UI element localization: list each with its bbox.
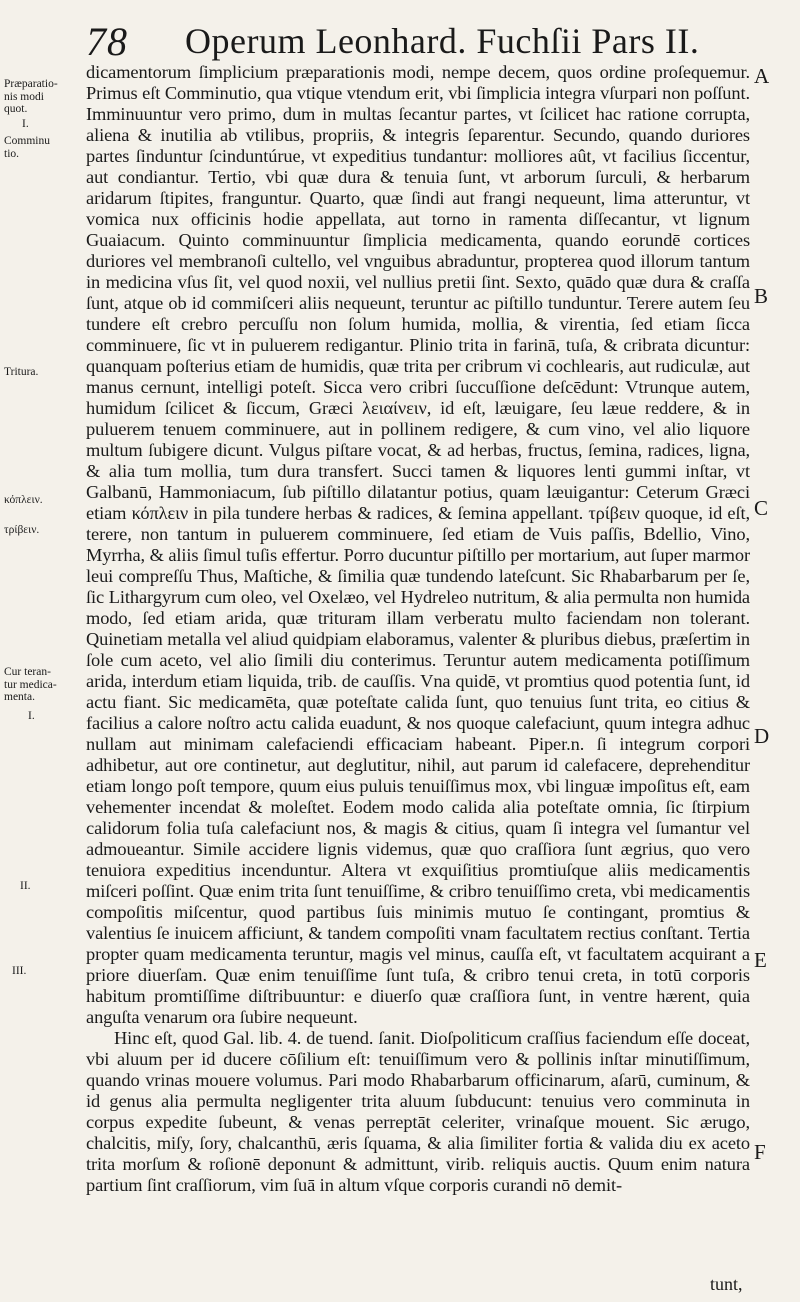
- margin-note-preparationis: Præparatio- nis modi quot.: [4, 78, 58, 115]
- section-letter-F: F: [754, 1140, 766, 1164]
- margin-note-tribein: τρίβειν.: [4, 524, 40, 536]
- margin-numeral-III: III.: [12, 965, 27, 977]
- page-header: [0, 14, 800, 64]
- running-head: Operum Leonhard. Fuchſii Pars II.: [185, 21, 700, 61]
- section-letter-D: D: [754, 724, 770, 748]
- section-letter-A: A: [754, 64, 770, 88]
- margin-numeral-II: II.: [20, 880, 31, 892]
- page-number: 78: [86, 19, 128, 64]
- margin-note-cur-terantur: Cur teran- tur medica- menta.: [4, 666, 57, 703]
- margin-numeral-I: I.: [28, 710, 35, 722]
- margin-note-comminutio: Comminu tio.: [4, 135, 51, 160]
- section-letter-B: B: [754, 284, 769, 308]
- catchword: tunt,: [710, 1274, 743, 1294]
- margin-numeral-I: I.: [22, 118, 29, 130]
- margin-note-kopsein: κόπλειν.: [4, 494, 43, 506]
- paragraph: dicamentorum ſimplicium præparationis modi, nempe decem, quos ordine proſequemur. Primus eſt Comminutio, qua vtique vtendum erit, vbi ſimplicia integra vſurpari non poſſunt. Imminuuntur vero primo, dum in multas ſecantur partes, vt ſcilicet hac ratione corrupta, aliena & inutilia ab vtilibus, propriis, & integris ſeparentur. Secundo, quando duriores partes ſinduntur ſcinduntúrue, vt expeditius tundantur: molliores aût, vt facilius ſiccentur, aut condiantur. Tertio, vbi quæ dura & tenuia ſunt, vt arborum ſurculi, & herbarum aridarum ſtipites, franguntur. Quarto, quæ ſindi aut frangi nequeunt, lima atteruntur, vt vomica nux officinis hodie appellata, aut torno in ramenta diſſecantur, vt lignum Guaiacum. Quinto comminuuntur ſimplicia medicamenta, quando eorundē cortices duriores vel membranoſi cultello, vel vnguibus abraduntur, propterea quod illorum tantum in medicina vſus ſit, vel quod noxii, vel nullius pretii ſint. Sexto, quādo quæ dura & craſſa ſunt, atque ob id commiſceri aliis nequeunt, teruntur ac piſtillo tunduntur. Terere autem ſeu tundere eſt crebro percuſſu non ſolum humida, mollia, & virentia, ſed etiam ſicca comminuere, ſic vt in puluerem redigantur. Plinio trita in farinā, tuſa, & cribrata dicuntur: quanquam poſterius etiam de humidis, quæ trita per cribrum vi cochlearis, aut rudiculæ, aut manus cernunt, intelligi poteſt. Sicca vero cribri ſuccuſſione deſcēdunt: Vtrunque autem, humidum ſcilicet & ſiccum, Græci λειαίνειν, id eſt, læuigare, ſeu læue reddere, & in puluerem tenuem comminuere, aut in pollinem redigere, & cum vino, vel alio liquore multum ſubigere dicunt. Vulgus piſtare vocat, & ad herbas, fructus, ſemina, radices, ligna, & alia tum mollia, tum dura transfert. Succi tamen & liquores lenti gummi inſtar, vt Galbanū, Hammoniacum, ſub piſtillo dilatantur potius, quam læuigantur: Ceterum Græci etiam κόπλειν in pila tundere herbas & radices, & ſemina appellant. τρίβειν quoque, id eſt, terere, non tantum in puluerem comminuere, ſed etiam de Vuis paſſis, Bdellio, Vino, Myrrha, & aliis ſimul tuſis effertur. Porro ducuntur piſtillo per mortarium, aut ſuper marmor leui compreſſu Thus, Maſtiche, & ſimilia quæ tundendo lateſcunt. Sic Rhabarbarum per ſe, ſic Lithargyrum cum oleo, vel Oxelæo, vel Hydreleo nutritum, & alia permulta non humida modo, ſed etiam arida, quæ trituram illam verberatu multo faciendam non tolerant. Quinetiam metalla vel aliud quidpiam elaboramus, valenter & pluribus diebus, præſertim in ſole cum aceto, vel alio ſimili diu conterimus. Teruntur autem medicamenta potiſſimum arida, interdum etiam liquida, trib. de cauſſis. Vna quidē, vt promtius quod potentia ſunt, id actu fiant. Sic medicamēta, quæ poteſtate calida ſunt, quo tenuius ſunt trita, eo citius & facilius a calore noſtro actu calida euadunt, & nos quoque calefaciunt, quum integra adhuc nullam aut minimam calefaciendi efficaciam habeant. Piper.n. ſi integrum corpori adhibetur, aut ore continetur, aut deglutitur, nihil, aut parum id calefacere, deprehenditur etiam longo poſt tempore, quum eius puluis tenuiſſimus mox, vbi linguæ impoſitus eſt, eam vehementer incendat & moleſtet. Eodem modo calida alia poteſtate omnia, ſic ſtirpium calidorum folia tuſa calefaciunt nos, & magis & citius, quam ſi integra vel ſumantur vel admoueantur. Simile accidere lignis videmus, quæ quo craſſiora ſunt ægrius, quo vero tenuiora expeditius incenduntur. Altera vt exquiſitius promtiuſque aliis medicamentis miſceri poſſint. Quæ enim trita ſunt tenuiſſime, & cribro tenuiſſimo creta, vbi medicamentis compoſitis miſcentur, quod partibus ſuis minimis mutuo ſe contingant, promtius & valentius ſe inuicem afficiunt, & tandem compoſiti vnam facultatem rectius conſtant. Tertia propter quam medicamenta teruntur, magis vel minus, cauſſa eſt, vt facultatem acquirant a priore diuerſam. Quæ enim tenuiſſime ſunt tuſa, & cribro tenui creta, in totū corporis habitum promtiſſime diſtribuuntur: e diuerſo quæ craſſiora ſunt, in ventre hærent, quia anguſta venarum ora ſubire nequeunt.: [86, 62, 750, 1027]
- section-letter-E: E: [754, 948, 767, 972]
- margin-note-tritura: Tritura.: [4, 366, 39, 378]
- paragraph: Hinc eſt, quod Gal. lib. 4. de tuend. ſanit. Dioſpoliticum craſſius faciendum eſſe doceat, vbi aluum per id ducere cōſilium eſt: tenuiſſimum vero & pollinis inſtar minutiſſimum, quando vrinas mouere volumus. Pari modo Rhabarbarum officinarum, aſarū, cuminum, & id genus alia permulta negligenter trita aluum ſubducunt: tenuius vero comminuta in corpus expedite ſubeunt, & venas perreptāt celeriter, vrinaſque mouent. Sic ærugo, chalcitis, miſy, ſory, chalcanthū, æris ſquama, & alia ſimiliter fortia & valida diu ex aceto trita morſum & roſionē deponunt & admittunt, virib. reliquis auctis. Quum enim natura partium ſint craſſiorum, vim ſuā in altum vſque corporis curandi nō demit-: [86, 1028, 750, 1195]
- section-letter-C: C: [754, 496, 769, 520]
- main-text: [86, 62, 750, 1196]
